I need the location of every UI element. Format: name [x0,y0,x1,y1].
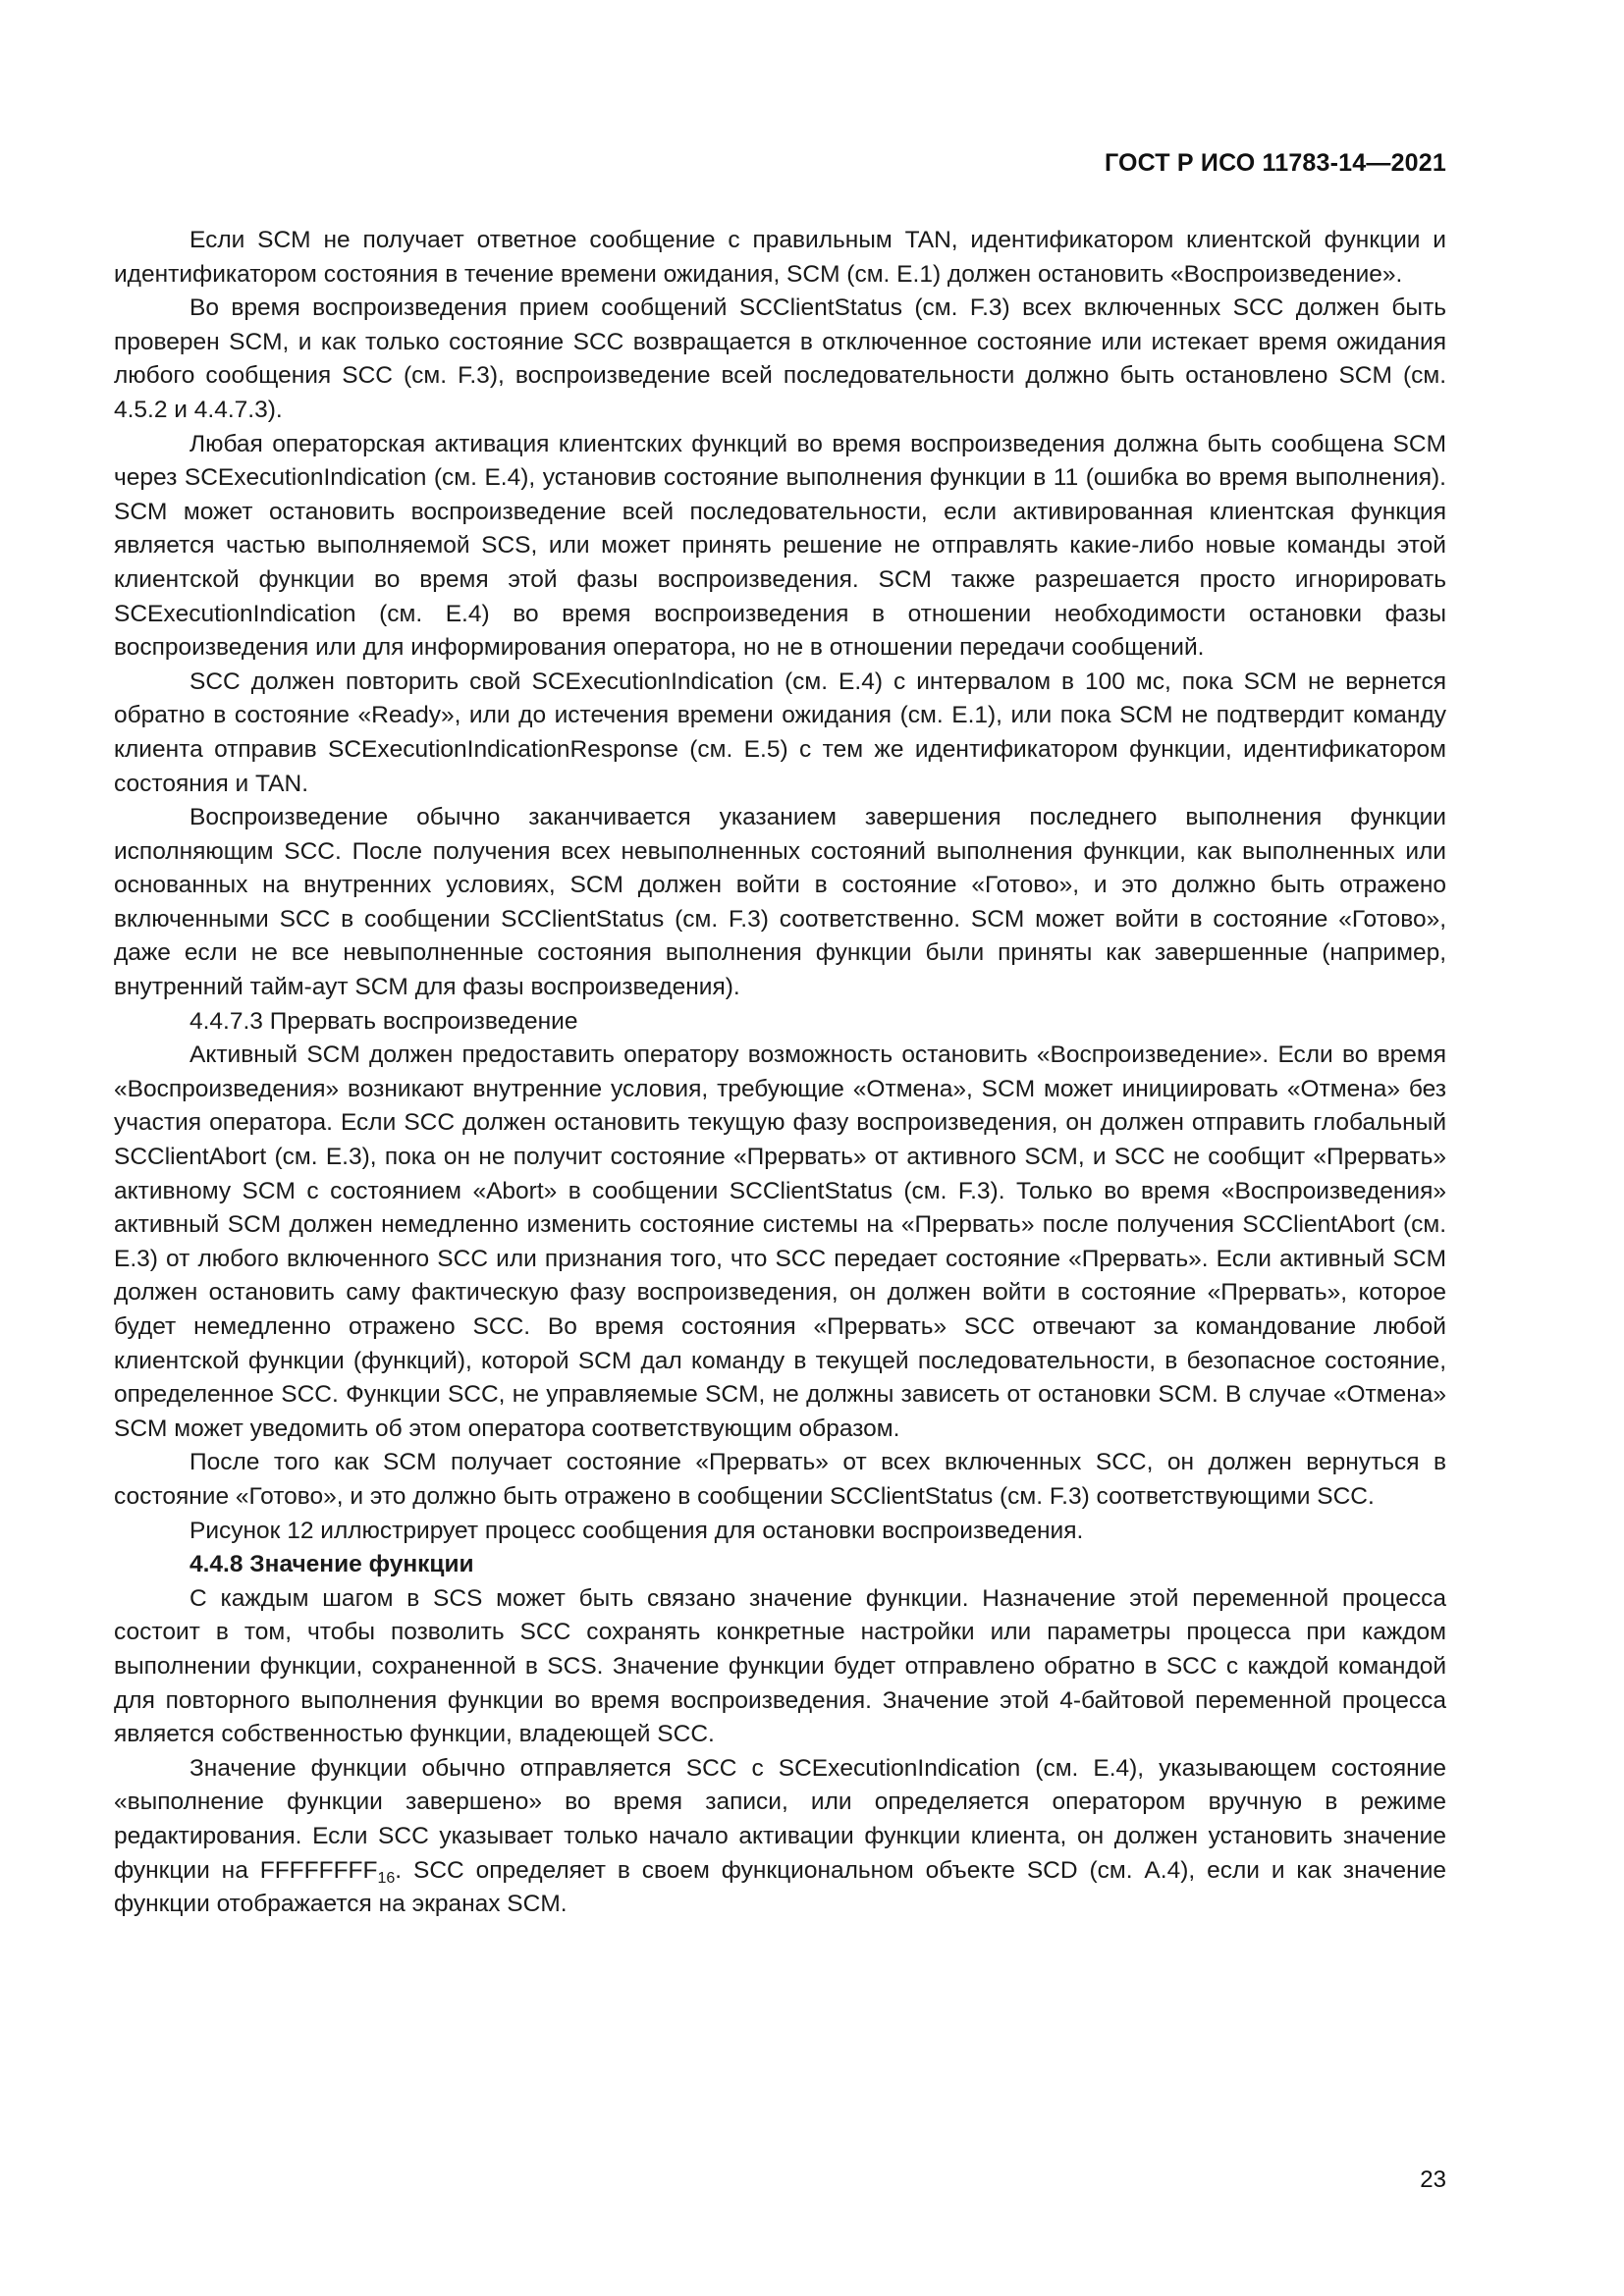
subsection-title-4-4-7-3: 4.4.7.3 Прервать воспроизведение [189,1007,578,1035]
section-heading-4-4-8: 4.4.8 Значение функции [189,1551,474,1578]
paragraph-11: С каждым шагом в SCS может быть связано значение функции. Назначение этой переменной процесса состоит в том, чтобы позволить SCC сохранять конкретные настройки или параметры процесса при каждом выполнении функции, сохраненной в SCS. Значение функции будет отправлено обратно в SCC с каждой командой для повторного выполнения функции во время воспроизведения. Значение этой 4-байтовой переменной процесса является собственностью функции, владеющей SCC. [114,1584,1446,1748]
paragraph-8: После того как SCM получает состояние «Прервать» от всех включенных SCC, он должен вернуться в состояние «Готово», и это должно быть отражено в сообщении SCClientStatus (см. F.3) соответствующими SCC. [114,1449,1446,1510]
paragraph-2: Во время воспроизведения прием сообщений SCClientStatus (см. F.3) всех включенных SCC должен быть проверен SCM, и как только состояние SCC возвращается в отключенное состояние или истекает время ожидания любого сообщения SCC (см. F.3), воспроизведение всей последовательности должно быть остановлено SCM (см. 4.5.2 и 4.4.7.3). [114,294,1446,423]
document-code-header: ГОСТ Р ИСО 11783-14—2021 [1104,149,1446,177]
paragraph-4: SCC должен повторить свой SCExecutionIndication (см. Е.4) с интервалом в 100 мс, пока SCM не вернется обратно в состояние «Ready», или до истечения времени ожидания (см. Е.1), или пока SCM не подтвердит команду клиента отправив SCExecutionIndicationResponse (см. Е.5) с тем же идентификатором функции, идентификатором состояния и TAN. [114,667,1446,797]
paragraph-12 [114,1752,1446,1922]
hex-subscript: 16 [377,1869,396,1887]
paragraph-5: Воспроизведение обычно заканчивается указанием завершения последнего выполнения функции исполняющим SCC. После получения всех невыполненных состояний выполнения функции, как выполненных или основанных на внутренних условиях, SCM должен войти в состояние «Готово», и это должно быть отражено включенными SCC в сообщении SCClientStatus (см. F.3) соответственно. SCM может войти в состояние «Готово», даже если не все невыполненные состояния выполнения функции были приняты как завершенные (например, внутренний тайм-аут SCM для фазы воспроизведения). [114,804,1446,1001]
paragraph-9: Рисунок 12 иллюстрирует процесс сообщения для остановки воспроизведения. [189,1517,1084,1544]
paragraph-12-part-a: Значение функции обычно отправляется SCC с SCExecutionIndication (см. Е.4), указывающем состояние «выполнение функции завершено» во время записи, или определяется оператором вручную в режиме редактирования. Если SCC указывает только начало активации функции клиента, он должен установить значение функции на FFFFFFFF [114,1754,1446,1884]
document-body [114,224,1446,1922]
page-number: 23 [1420,2166,1446,2193]
paragraph-12-part-b: . SCC определяет в своем функциональном объекте SCD (см. А.4), если и как значение функции отображается на экранах SCM. [114,1856,1447,1918]
paragraph-3: Любая операторская активация клиентских функций во время воспроизведения должна быть сообщена SCM через SCExecutionIndication (см. E.4), установив состояние выполнения функции в 11 (ошибка во время выполнения). SCM может остановить воспроизведение всей последовательности, если активированная клиентская функция является частью выполняемой SCS, или может принять решение не отправлять какие-либо новые команды этой клиентской функции во время этой фазы воспроизведения. SCM также разрешается просто игнорировать SCExecutionIndication (см. Е.4) во время воспроизведения в отношении необходимости остановки фазы воспроизведения или для информирования оператора, но не в отношении передачи сообщений. [114,430,1446,662]
paragraph-1: Если SCM не получает ответное сообщение с правильным TAN, идентификатором клиентской функции и идентификатором состояния в течение времени ожидания, SCM (см. Е.1) должен остановить «Воспроизведение». [114,227,1446,288]
paragraph-7: Активный SCM должен предоставить оператору возможность остановить «Воспроизведение». Если во время «Воспроизведения» возникают внутренние условия, требующие «Отмена», SCM может инициировать «Отмена» без участия оператора. Если SCC должен остановить текущую фазу воспроизведения, он должен отправить глобальный SCClientAbort (см. Е.3), пока он не получит состояние «Прервать» от активного SCM, и SCC не сообщит «Прервать» активному SCM с состоянием «Abort» в сообщении SCClientStatus (см. F.3). Только во время «Воспроизведения» активный SCM должен немедленно изменить состояние системы на «Прервать» после получения SCClientAbort (см. Е.3) от любого включенного SCC или признания того, что SCC передает состояние «Прервать». Если активный SCM должен остановить саму фактическую фазу воспроизведения, он должен войти в состояние «Прервать», которое будет немедленно отражено SCC. Во время состояния «Прервать» SCC отвечают за командование любой клиентской функции (функций), которой SCM дал команду в текущей последовательности, в безопасное состояние, определенное SCC. Функции SCC, не управляемые SCM, не должны зависеть от остановки SCM. В случае «Отмена» SCM может уведомить об этом оператора соответствующим образом. [114,1041,1446,1442]
